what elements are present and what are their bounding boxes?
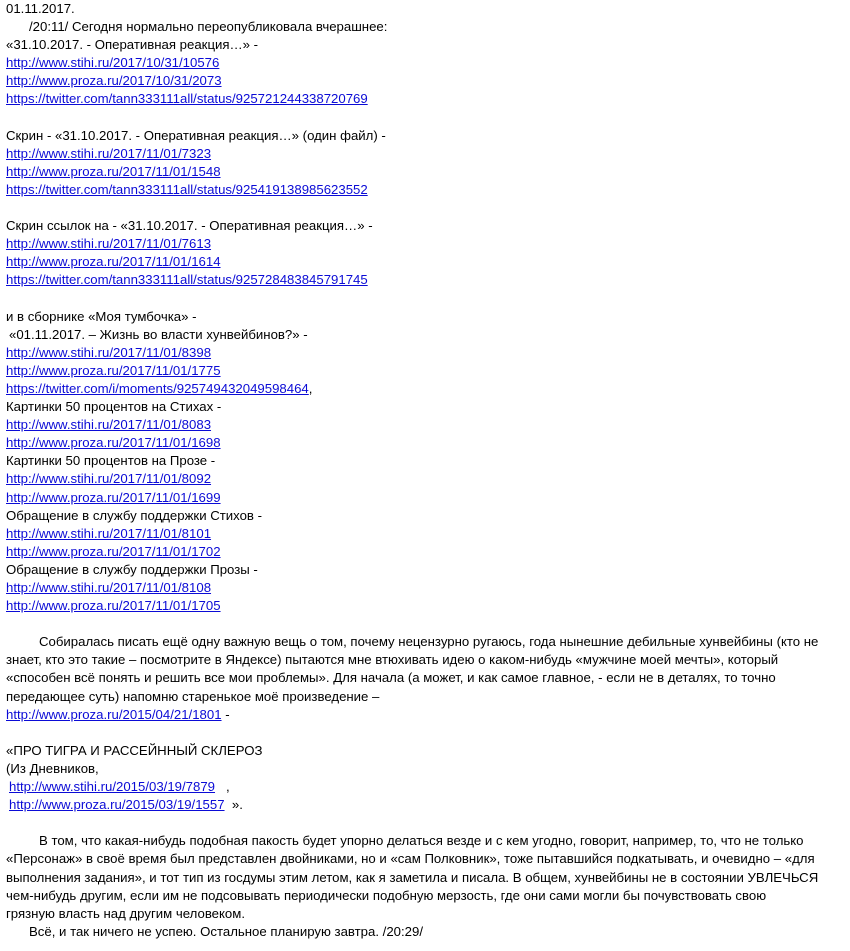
title-line: «01.11.2017. – Жизнь во власти хунвейбинов?» - (9, 326, 308, 342)
stihi-link[interactable]: http://www.stihi.ru/2017/11/01/8108 (6, 580, 212, 595)
spacer (6, 615, 846, 633)
proza-link[interactable]: http://www.proza.ru/2017/11/01/1548 (6, 163, 221, 179)
proza-link[interactable]: http://www.proza.ru/2017/11/01/1775 (6, 362, 221, 378)
collection-line: и в сборнике «Моя тумбочка» - (6, 308, 197, 324)
paragraph-line: выполнения задания», и тот тип из госдумы этим летом, как я заметила и писала. В общем, хунвейбины не в состоянии УВЛЕЧЬСЯ (6, 869, 819, 885)
paragraph-line: знает, кто это такие – посмотрите в Яндексе) пытаются мне втюхивать идею о каком-нибудь «мужчине моей мечты», который (6, 652, 779, 668)
screenshot-links-line: Скрин ссылок на - «31.10.2017. - Оперативная реакция…» - (6, 218, 373, 234)
proza-link[interactable]: http://www.proza.ru/2017/11/01/1698 (6, 435, 221, 451)
proza-link[interactable]: http://www.proza.ru/2017/11/01/1699 (6, 489, 221, 505)
twitter-link[interactable]: https://twitter.com/tann333111all/status/925728483845791745 (6, 272, 368, 288)
stihi-link[interactable]: http://www.stihi.ru/2017/11/01/7323 (6, 145, 212, 161)
link-suffix: , (308, 380, 313, 396)
paragraph (6, 633, 846, 723)
proza-link[interactable]: http://www.proza.ru/2017/11/01/1702 (6, 543, 221, 559)
paragraph (6, 832, 846, 922)
images-proza-line: Картинки 50 процентов на Прозе - (6, 453, 216, 469)
stihi-link[interactable]: http://www.stihi.ru/2017/10/31/10576 (6, 55, 220, 71)
link-suffix: ». (224, 797, 243, 813)
spacer (6, 814, 846, 832)
paragraph-line: «способен всё понять и решить все мои проблемы». Для начала (а может, и как самое главное, - если не в деталях, то точно (6, 670, 776, 686)
stihi-link[interactable]: http://www.stihi.ru/2017/11/01/8092 (6, 471, 212, 487)
spacer (6, 724, 846, 742)
paragraph-line: передающее суть) напомню старенькое моё произведение – (6, 688, 380, 704)
support-stihi-line: Обращение в службу поддержки Стихов - (6, 507, 262, 523)
stihi-link[interactable]: http://www.stihi.ru/2017/11/01/7613 (6, 236, 212, 252)
stihi-link[interactable]: http://www.stihi.ru/2017/11/01/8083 (6, 417, 212, 433)
paragraph-line: чем-нибудь другим, если им не подсовывать периодически подобную мерзость, где они сами могли бы почувствовать свою (6, 887, 767, 903)
support-proza-line: Обращение в службу поддержки Прозы - (6, 561, 258, 577)
twitter-link[interactable]: https://twitter.com/tann333111all/status/925721244338720769 (6, 91, 368, 107)
proza-link[interactable]: http://www.proza.ru/2015/03/19/1557 (9, 797, 225, 813)
spacer (6, 109, 846, 127)
stihi-link[interactable]: http://www.stihi.ru/2017/11/01/8398 (6, 344, 212, 360)
paragraph-line: Собиралась писать ещё одну важную вещь о том, почему нецензурно ругаюсь, года нынешние дебильные хунвейбины (кто не (39, 634, 819, 650)
screenshot-line: Скрин - «31.10.2017. - Оперативная реакция…» (один файл) - (6, 127, 386, 143)
paragraph-line: В том, что какая-нибудь подобная пакость будет упорно делаться везде и с кем угодно, говорит, например, то, что не только (39, 833, 804, 849)
intro-line: /20:11/ Сегодня нормально переопубликовала вчерашнее: (29, 19, 388, 35)
link-suffix: , (215, 779, 230, 795)
images-stihi-line: Картинки 50 процентов на Стихах - (6, 399, 222, 415)
quote-source: (Из Дневников, (6, 760, 99, 776)
spacer (6, 290, 846, 308)
link-suffix: - (221, 706, 230, 722)
quote-title: «ПРО ТИГРА И РАССЕЙННЫЙ СКЛЕРОЗ (6, 742, 263, 758)
spacer (6, 199, 846, 217)
proza-link[interactable]: http://www.proza.ru/2017/11/01/1614 (6, 254, 221, 270)
paragraph-line: грязную власть над другим человеком. (6, 905, 245, 921)
stihi-link[interactable]: http://www.stihi.ru/2015/03/19/7879 (9, 779, 216, 795)
twitter-link[interactable]: https://twitter.com/tann333111all/status/925419138985623552 (6, 181, 368, 197)
stihi-link[interactable]: http://www.stihi.ru/2017/11/01/8101 (6, 525, 212, 541)
title-line: «31.10.2017. - Оперативная реакция…» - (6, 37, 259, 53)
closing-line: Всё, и так ничего не успею. Остальное планирую завтра. /20:29/ (29, 923, 424, 939)
proza-link[interactable]: http://www.proza.ru/2017/10/31/2073 (6, 73, 222, 89)
twitter-moments-link[interactable]: https://twitter.com/i/moments/925749432049598464 (6, 380, 309, 396)
entry-date: 01.11.2017. (6, 1, 75, 16)
proza-link[interactable]: http://www.proza.ru/2015/04/21/1801 (6, 706, 222, 722)
paragraph-line: «Персонаж» в своё время был представлен двойниками, но и «сам Полковник», тоже пытавшийся подкатывать, и очевидно – «для (6, 851, 815, 867)
proza-link[interactable]: http://www.proza.ru/2017/11/01/1705 (6, 598, 221, 614)
